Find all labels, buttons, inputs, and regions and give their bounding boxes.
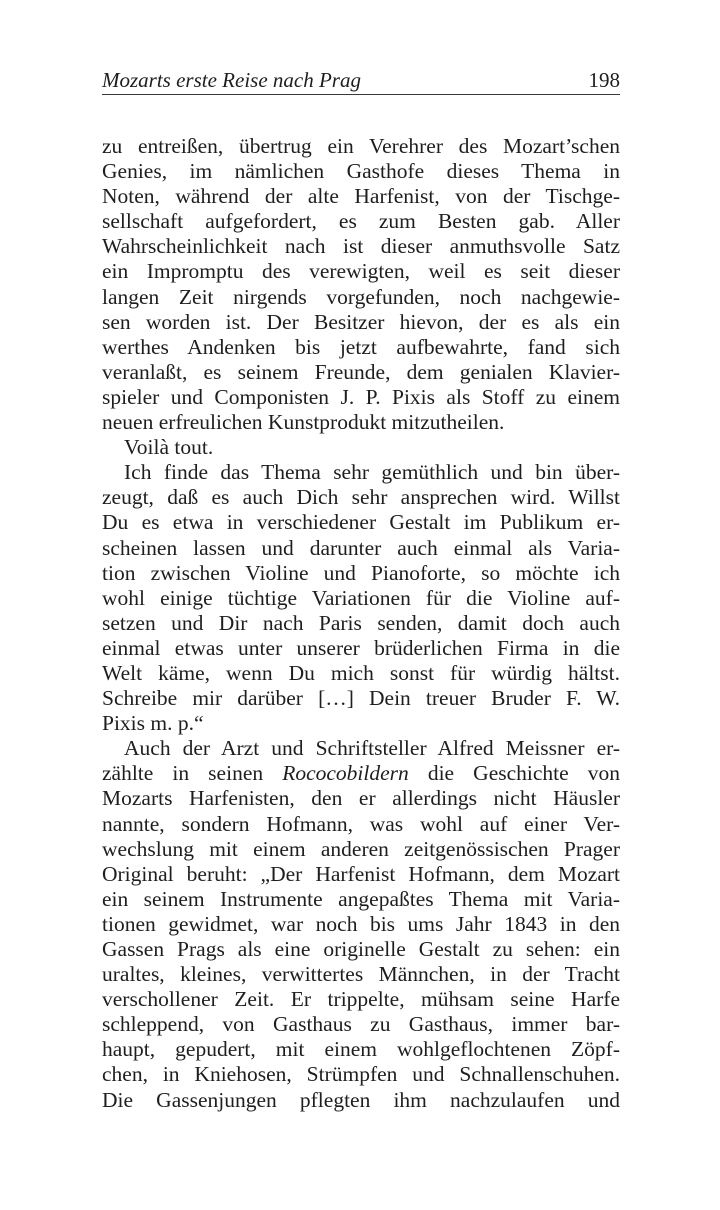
paragraph-first-line: Ich finde das Thema sehr gemüthlich und bin über- <box>124 460 620 485</box>
text-line: Gassen Prags als eine originelle Gestalt zu sehen: ein <box>102 937 620 961</box>
text-line: wechslung mit einem anderen zeitgenössischen Prager <box>102 836 620 861</box>
text-line: scheinen lassen und darunter auch einmal als Varia- <box>102 535 620 560</box>
text-line: schleppend, von Gasthaus zu Gasthaus, immer bar- <box>102 1012 620 1037</box>
text-line: langen Zeit nirgends vorgefunden, noch nachgewie- <box>102 284 620 309</box>
running-header <box>102 66 620 95</box>
text-line: haupt, gepudert, mit einem wohlgeflochtenen Zöpf- <box>102 1037 620 1062</box>
text-line: Wahrscheinlichkeit nach ist dieser anmuthsvolle Satz <box>102 234 620 259</box>
text-line: Genies, im nämlichen Gasthofe dieses Thema in <box>102 159 620 184</box>
text-line: spieler und Componisten J. P. Pixis als Stoff zu einem <box>102 384 620 409</box>
text-line: Schreibe mir darüber […] Dein treuer Bruder F. W. <box>102 686 620 711</box>
paragraph-end-line: neuen erfreulichen Kunstprodukt mitzutheilen. <box>102 410 505 435</box>
text-line: ein Impromptu des verewigten, weil es seit dieser <box>102 259 620 284</box>
paragraph-end-line: Pixis m. p.“ <box>102 711 204 736</box>
text-line: sen worden ist. Der Besitzer hievon, der es als ein <box>102 309 620 334</box>
line-text-after: die Geschichte von <box>408 761 620 786</box>
text-line: nannte, sondern Hofmann, was wohl auf einer Ver- <box>102 811 620 836</box>
text-line: veranlaßt, es seinem Freunde, dem genialen Klavier- <box>102 359 620 384</box>
text-line: Du es etwa in verschiedener Gestalt im Publikum er- <box>102 510 620 535</box>
body-text <box>102 134 620 1113</box>
text-line: werthes Andenken bis jetzt aufbewahrte, fand sich <box>102 334 620 359</box>
paragraph-first-line: Auch der Arzt und Schriftsteller Alfred Meissner er- <box>124 736 620 761</box>
text-line: einmal etwas unter unserer brüderlichen Firma in die <box>102 635 620 660</box>
text-line: ein seinem Instrumente angepaßtes Thema mit Varia- <box>102 886 620 911</box>
book-page <box>102 0 620 1210</box>
text-line: Die Gassenjungen pflegten ihm nachzulaufen und <box>102 1087 620 1112</box>
text-line: setzen und Dir nach Paris senden, damit doch auch <box>102 610 620 635</box>
text-line: chen, in Kniehosen, Strümpfen und Schnallenschuhen. <box>102 1062 620 1087</box>
text-line: Welt käme, wenn Du mich sonst für würdig hältst. <box>102 660 620 685</box>
text-line: Noten, während der alte Harfenist, von der Tischge- <box>102 184 620 209</box>
text-line <box>102 761 620 786</box>
text-line: wohl einige tüchtige Variationen für die Violine auf- <box>102 585 620 610</box>
text-line: tionen gewidmet, war noch bis ums Jahr 1843 in den <box>102 911 620 936</box>
text-line: tion zwischen Violine und Pianoforte, so möchte ich <box>102 560 620 585</box>
book-title-italic: Rococobildern <box>282 761 409 786</box>
text-line: verschollener Zeit. Er trippelte, mühsam seine Harfe <box>102 987 620 1012</box>
text-line: Mozarts Harfenisten, den er allerdings nicht Häusler <box>102 786 620 811</box>
text-line: uraltes, kleines, verwittertes Männchen, in der Tracht <box>102 962 620 987</box>
page-number: 198 <box>588 68 620 92</box>
text-line: Original beruht: „Der Harfenist Hofmann, dem Mozart <box>102 861 620 886</box>
text-line: zu entreißen, übertrug ein Verehrer des Mozart’schen <box>102 134 620 158</box>
paragraph-line: Voilà tout. <box>124 435 214 460</box>
text-line: zeugt, daß es auch Dich sehr ansprechen wird. Willst <box>102 485 620 510</box>
line-text-before: zählte in seinen <box>102 761 283 786</box>
running-title: Mozarts erste Reise nach Prag <box>102 68 361 92</box>
text-line: sellschaft aufgefordert, es zum Besten gab. Aller <box>102 209 620 234</box>
